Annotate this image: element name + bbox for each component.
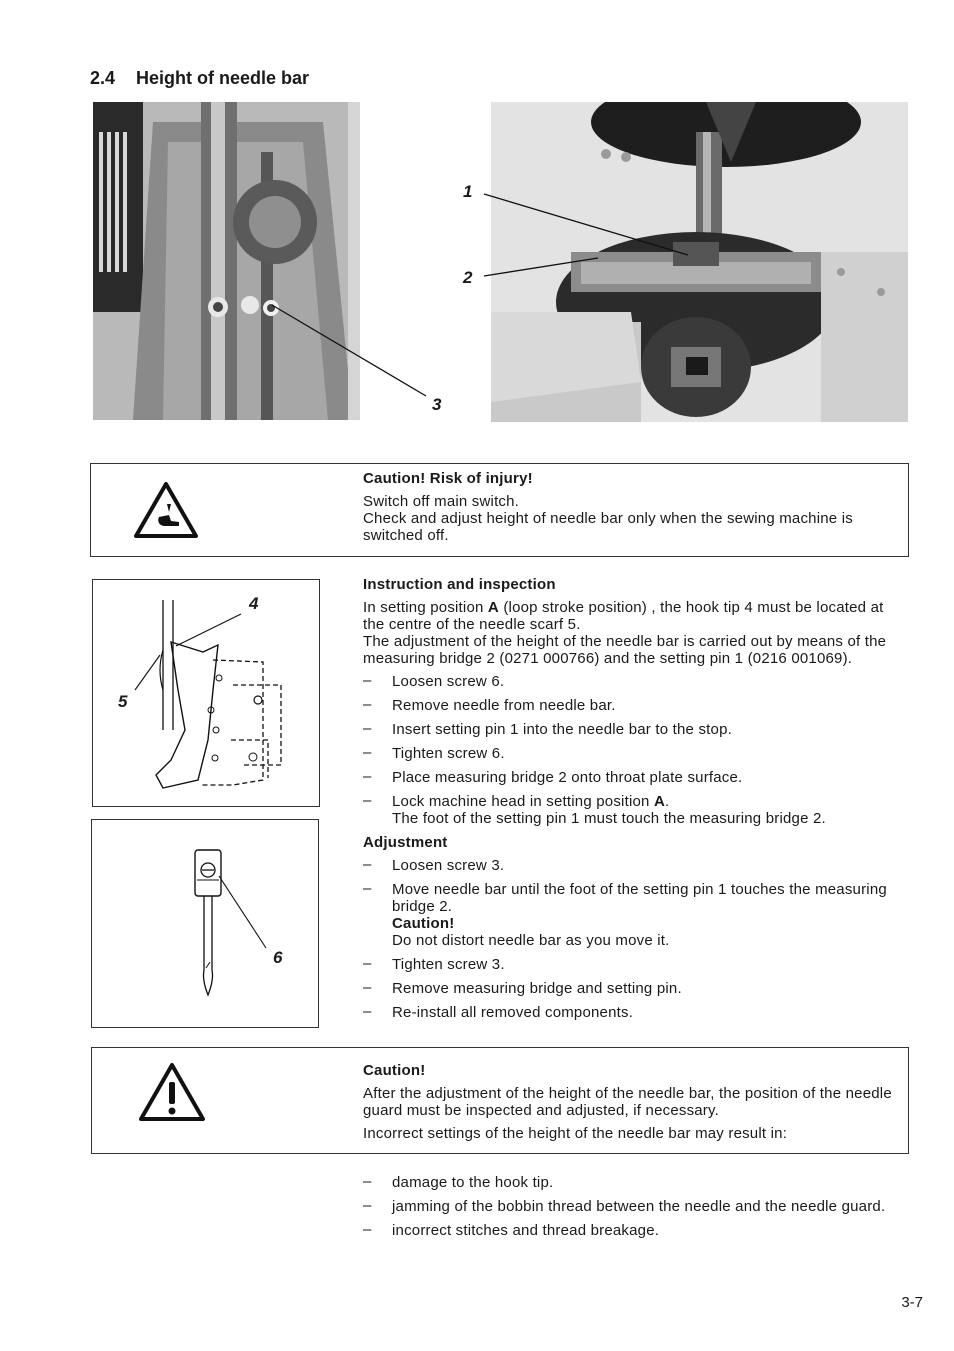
callout-1: 1 (463, 182, 473, 201)
page-number: 3-7 (901, 1294, 923, 1311)
list-item: – Loosen screw 6. (363, 673, 908, 690)
result-list (363, 1174, 908, 1239)
caution-general-para1: After the adjustment of the height of the needle bar, the position of the needle guard must be inspected and adjusted, if necessary. (363, 1085, 892, 1119)
caution-injury-line1: Switch off main switch. (363, 493, 520, 510)
list-item: – Move needle bar until the foot of the setting pin 1 touches the measuring bridge 2. Caution! Do not distort needle bar as you move it. (363, 881, 908, 949)
figure-setting-pin (91, 819, 319, 1028)
list-item: – Remove measuring bridge and setting pin. (363, 980, 908, 997)
instruction-para2: The adjustment of the height of the needle bar is carried out by means of the measuring bridge 2 (0271 000766) and the setting pin 1 (0216 001069). (363, 633, 887, 667)
list-item: – Tighten screw 6. (363, 745, 908, 762)
instruction-section (363, 576, 908, 1028)
photo-leader-lines (0, 0, 954, 440)
adjustment-steps (363, 857, 908, 1021)
caution-injury-title: Caution! Risk of injury! (363, 470, 533, 487)
callout-3: 3 (432, 395, 442, 414)
caution-general-title: Caution! (363, 1062, 426, 1079)
list-item: – incorrect stitches and thread breakage. (363, 1222, 908, 1239)
caution-injury-box (90, 463, 909, 557)
figure-hook-tip (92, 579, 320, 807)
list-item: – damage to the hook tip. (363, 1174, 908, 1191)
callout-6: 6 (273, 948, 283, 967)
hand-injury-warning-icon (133, 481, 199, 539)
list-item: – Insert setting pin 1 into the needle bar to the stop. (363, 721, 908, 738)
callout-5: 5 (118, 692, 128, 711)
adjustment-title: Adjustment (363, 834, 448, 851)
list-item: – Remove needle from needle bar. (363, 697, 908, 714)
caution-injury-line2: Check and adjust height of needle bar only when the sewing machine is switched off. (363, 510, 853, 544)
callout-2: 2 (463, 268, 473, 287)
list-item: – Lock machine head in setting position A. The foot of the setting pin 1 must touch the measuring bridge 2. (363, 793, 908, 827)
warning-triangle-icon (138, 1062, 206, 1122)
list-item: – Place measuring bridge 2 onto throat plate surface. (363, 769, 908, 786)
instruction-title: Instruction and inspection (363, 576, 556, 593)
instruction-para1: In setting position A (loop stroke position) , the hook tip 4 must be located at the centre of the needle scarf 5. (363, 599, 884, 633)
list-item: – Tighten screw 3. (363, 956, 908, 973)
list-item: – Re-install all removed components. (363, 1004, 908, 1021)
setting-pin-diagram (92, 820, 318, 1027)
section-number: 2.4 (90, 68, 116, 88)
caution-general-para2: Incorrect settings of the height of the needle bar may result in: (363, 1125, 788, 1142)
caution-general-box (91, 1047, 909, 1154)
list-item: – Loosen screw 3. (363, 857, 908, 874)
results-section (363, 1174, 908, 1246)
callout-4: 4 (249, 594, 259, 613)
list-item: – jamming of the bobbin thread between the needle and the needle guard. (363, 1198, 908, 1215)
instruction-steps (363, 673, 908, 827)
section-title: Height of needle bar (136, 68, 310, 88)
